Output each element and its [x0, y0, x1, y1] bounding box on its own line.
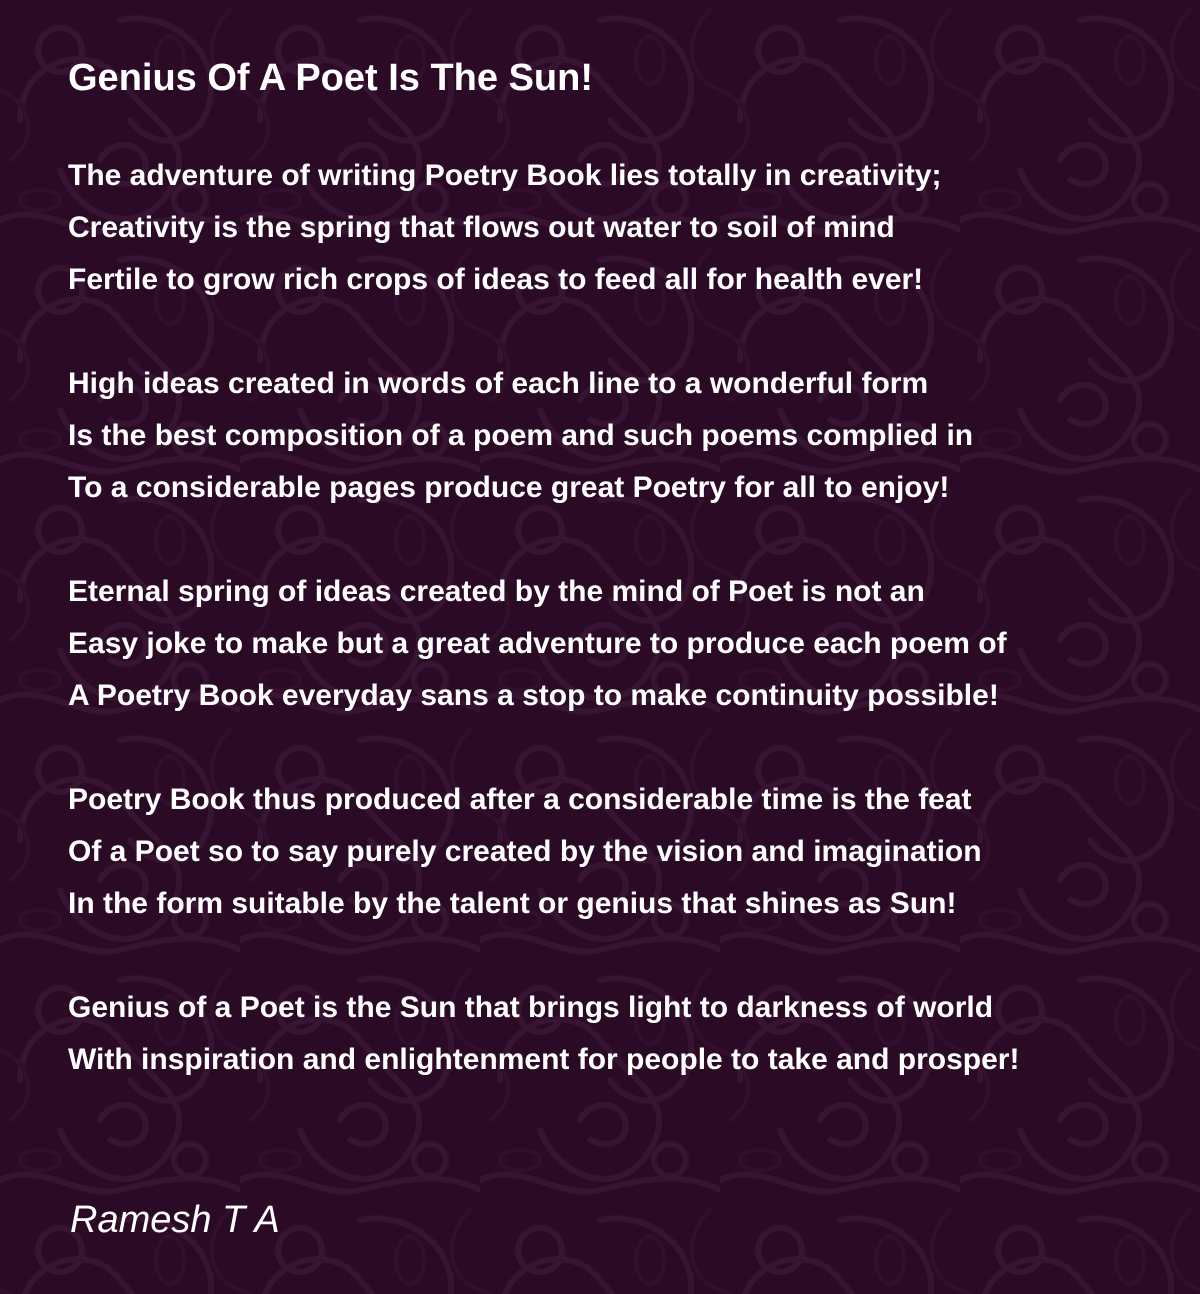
poem-line: Is the best composition of a poem and such poems complied in: [68, 419, 974, 452]
poem-body: [68, 150, 1168, 1138]
poem-line: With inspiration and enlightenment for people to take and prosper!: [68, 1043, 1020, 1076]
poem-line: In the form suitable by the talent or genius that shines as Sun!: [68, 887, 957, 920]
poem-line: To a considerable pages produce great Poetry for all to enjoy!: [68, 471, 950, 504]
poem-line: The adventure of writing Poetry Book lies totally in creativity;: [68, 159, 942, 192]
poem-line: Genius of a Poet is the Sun that brings light to darkness of world: [68, 991, 994, 1024]
poem-line: Fertile to grow rich crops of ideas to feed all for health ever!: [68, 263, 924, 296]
poem-line: High ideas created in words of each line to a wonderful form: [68, 367, 929, 400]
stanza-1: [68, 150, 1168, 306]
stanza-4: [68, 774, 1168, 930]
poem-title: Genius Of A Poet Is The Sun!: [68, 57, 594, 99]
stanza-5: [68, 982, 1168, 1086]
poem-line: Of a Poet so to say purely created by the vision and imagination: [68, 835, 982, 868]
stanza-2: [68, 358, 1168, 514]
poem-line: Easy joke to make but a great adventure to produce each poem of: [68, 627, 1007, 660]
poem-line: A Poetry Book everyday sans a stop to make continuity possible!: [68, 679, 999, 712]
poem-line: Poetry Book thus produced after a considerable time is the feat: [68, 783, 972, 816]
poem-line: Eternal spring of ideas created by the mind of Poet is not an: [68, 575, 925, 608]
stanza-3: [68, 566, 1168, 722]
poem-author: Ramesh T A: [70, 1199, 280, 1241]
poem-line: Creativity is the spring that flows out water to soil of mind: [68, 211, 895, 244]
